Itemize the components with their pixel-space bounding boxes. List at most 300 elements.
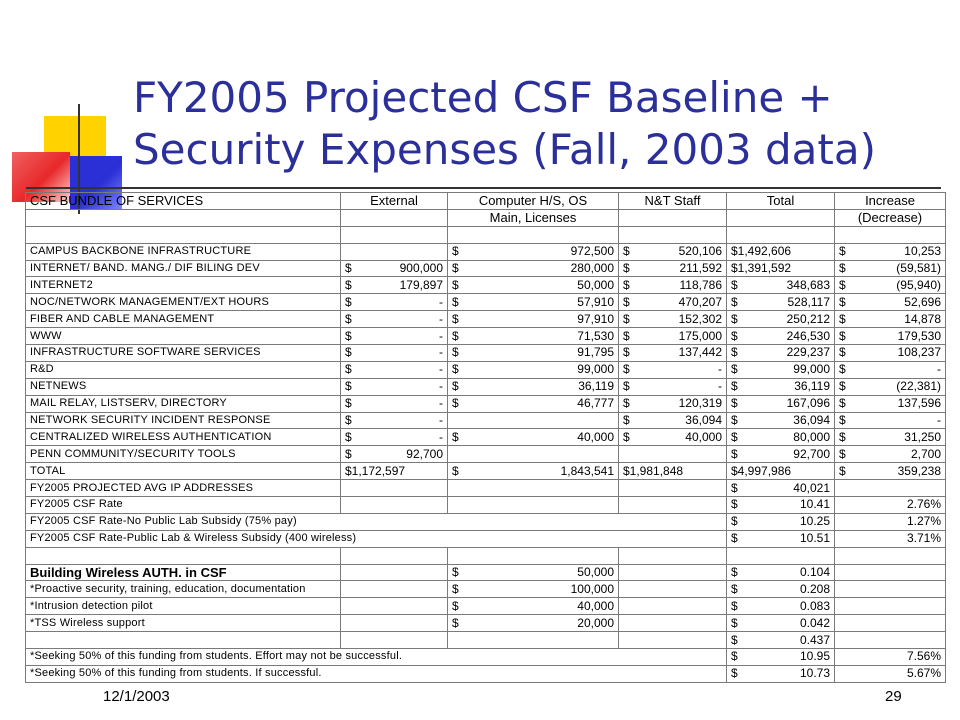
- table-cell: [341, 328, 448, 345]
- cell-amount: 71,530: [577, 328, 614, 343]
- currency-symbol: $: [731, 480, 738, 495]
- table-cell: [448, 345, 619, 362]
- currency-symbol: $: [731, 514, 738, 529]
- table-cell: [835, 311, 946, 328]
- table-cell: [341, 429, 448, 446]
- table-row: [26, 547, 946, 564]
- table-row: [26, 463, 946, 480]
- cell-amount: 118,786: [679, 277, 722, 292]
- cell-amount: (59,581): [896, 261, 941, 275]
- table-cell: [619, 361, 727, 378]
- table-cell: [448, 615, 619, 632]
- deco-horizontal-line: [26, 187, 941, 189]
- currency-symbol: $: [345, 379, 352, 394]
- currency-symbol: $: [839, 446, 846, 461]
- table-cell: [341, 260, 448, 277]
- cell-amount: 137,442: [678, 345, 722, 360]
- row-label: CENTRALIZED WIRELESS AUTHENTICATION: [26, 429, 341, 446]
- row-label: FY2005 CSF Rate: [26, 497, 341, 514]
- table-cell: [619, 277, 727, 294]
- header-cell: Main, Licenses: [448, 209, 619, 226]
- header-cell: [341, 209, 448, 226]
- table-cell: [448, 564, 619, 581]
- table-cell: [727, 328, 835, 345]
- table-cell: [619, 294, 727, 311]
- currency-symbol: $: [839, 413, 846, 428]
- row-label: *Proactive security, training, education, documentation: [26, 581, 341, 598]
- currency-symbol: $: [731, 396, 738, 411]
- currency-symbol: $: [731, 666, 738, 681]
- table-cell: [341, 615, 448, 632]
- table-cell: [448, 497, 619, 514]
- table-cell: [341, 345, 448, 362]
- table-cell: [341, 480, 448, 497]
- table-cell: 2.76%: [835, 497, 946, 514]
- cell-amount: -: [718, 379, 722, 394]
- table-cell: [835, 564, 946, 581]
- header-cell: Increase: [835, 193, 946, 210]
- cell-amount: 10.41: [799, 497, 830, 512]
- table-cell: [727, 497, 835, 514]
- cell-amount: 0.104: [799, 565, 830, 580]
- table-cell: [341, 632, 448, 649]
- table-cell: [341, 598, 448, 615]
- cell-amount: 152,302: [678, 311, 722, 326]
- currency-symbol: $: [452, 244, 459, 259]
- table-cell: [341, 277, 448, 294]
- table-cell: [448, 226, 619, 243]
- table-header-row: [26, 193, 946, 210]
- row-label: *Seeking 50% of this funding from students. Effort may not be successful.: [26, 649, 727, 666]
- currency-symbol: $: [452, 362, 459, 377]
- table-row: [26, 294, 946, 311]
- table-row: [26, 598, 946, 615]
- table-cell: [835, 547, 946, 564]
- csf-expense-table: [25, 192, 946, 683]
- currency-symbol: $: [839, 294, 846, 309]
- header-cell: External: [341, 193, 448, 210]
- table-cell: 1.27%: [835, 513, 946, 530]
- table-cell: [835, 328, 946, 345]
- table-cell: $1,492,606: [727, 243, 835, 260]
- currency-symbol: $: [452, 429, 459, 444]
- currency-symbol: $: [839, 463, 846, 478]
- currency-symbol: $: [623, 379, 630, 394]
- table-cell: [727, 429, 835, 446]
- header-cell: [26, 209, 341, 226]
- table-cell: [619, 429, 727, 446]
- table-cell: [341, 378, 448, 395]
- table-cell: $1,391,592: [727, 260, 835, 277]
- table-row: [26, 311, 946, 328]
- table-cell: [727, 530, 835, 547]
- cell-amount: 36,094: [685, 413, 722, 428]
- table-row: [26, 649, 946, 666]
- cell-amount: 92,700: [793, 446, 830, 461]
- currency-symbol: $: [345, 362, 352, 377]
- table-cell: [727, 513, 835, 530]
- currency-symbol: $: [345, 294, 352, 309]
- table-cell: [835, 463, 946, 480]
- currency-symbol: $: [731, 277, 738, 292]
- cell-amount: 14,878: [904, 311, 941, 326]
- table-cell: [835, 615, 946, 632]
- table-row: [26, 361, 946, 378]
- cell-amount: 0.042: [799, 615, 830, 630]
- table-row: [26, 497, 946, 514]
- table-cell: [727, 480, 835, 497]
- cell-amount: 36,094: [793, 413, 830, 428]
- cell-amount: 167,096: [786, 396, 830, 411]
- cell-amount: 229,237: [786, 345, 830, 360]
- header-cell: N&T Staff: [619, 193, 727, 210]
- table-row: [26, 378, 946, 395]
- table-row: [26, 277, 946, 294]
- currency-symbol: $: [623, 429, 630, 444]
- cell-amount: (22,381): [896, 379, 941, 394]
- table-header-row: [26, 209, 946, 226]
- table-cell: [619, 395, 727, 412]
- currency-symbol: $: [623, 261, 630, 275]
- currency-symbol: $: [345, 446, 352, 461]
- cell-amount: (95,940): [896, 277, 941, 292]
- table-cell: [619, 378, 727, 395]
- cell-amount: 50,000: [577, 565, 614, 580]
- table-cell: [341, 226, 448, 243]
- table-cell: [448, 378, 619, 395]
- table-row: [26, 429, 946, 446]
- table-cell: [448, 260, 619, 277]
- table-cell: [727, 226, 835, 243]
- row-label: NETWORK SECURITY INCIDENT RESPONSE: [26, 412, 341, 429]
- row-label: INTERNET2: [26, 277, 341, 294]
- table-cell: [835, 226, 946, 243]
- row-label: [26, 632, 341, 649]
- table-cell: [727, 547, 835, 564]
- table-cell: [619, 412, 727, 429]
- cell-amount: 31,250: [904, 429, 941, 444]
- currency-symbol: $: [345, 328, 352, 343]
- table-cell: $1,981,848: [619, 463, 727, 480]
- currency-symbol: $: [345, 345, 352, 360]
- cell-amount: 280,000: [570, 261, 614, 275]
- currency-symbol: $: [452, 598, 459, 613]
- table-cell: [727, 665, 835, 682]
- cell-amount: -: [439, 396, 443, 411]
- table-row: [26, 412, 946, 429]
- currency-symbol: $: [731, 446, 738, 461]
- table-cell: [835, 480, 946, 497]
- table-cell: [727, 649, 835, 666]
- table-cell: [448, 361, 619, 378]
- table-cell: [341, 311, 448, 328]
- table-cell: [727, 598, 835, 615]
- currency-symbol: $: [731, 345, 738, 360]
- cell-amount: 137,596: [897, 396, 941, 411]
- cell-amount: -: [439, 345, 443, 360]
- table-cell: [448, 412, 619, 429]
- cell-amount: 250,212: [786, 311, 830, 326]
- table-row: [26, 581, 946, 598]
- row-label: FY2005 CSF Rate-Public Lab & Wireless Subsidy (400 wireless): [26, 530, 727, 547]
- cell-amount: -: [439, 362, 443, 377]
- currency-symbol: $: [731, 581, 738, 596]
- table-cell: [448, 463, 619, 480]
- currency-symbol: $: [452, 615, 459, 630]
- currency-symbol: $: [731, 632, 738, 647]
- table-cell: [727, 311, 835, 328]
- header-cell: [619, 209, 727, 226]
- cell-amount: 97,910: [577, 311, 614, 326]
- header-cell: (Decrease): [835, 209, 946, 226]
- table-cell: [727, 378, 835, 395]
- table-cell: [341, 497, 448, 514]
- table-cell: [727, 581, 835, 598]
- table-row: [26, 395, 946, 412]
- currency-symbol: $: [345, 396, 352, 411]
- currency-symbol: $: [623, 328, 630, 343]
- table-cell: [448, 311, 619, 328]
- row-label: R&D: [26, 361, 341, 378]
- table-cell: [727, 361, 835, 378]
- table-row: [26, 513, 946, 530]
- table-cell: [835, 277, 946, 294]
- table-cell: [835, 345, 946, 362]
- currency-symbol: $: [623, 311, 630, 326]
- cell-amount: 359,238: [897, 463, 941, 478]
- cell-amount: 40,000: [577, 429, 614, 444]
- table-cell: [448, 277, 619, 294]
- currency-symbol: $: [731, 328, 738, 343]
- cell-amount: 99,000: [577, 362, 614, 377]
- table-cell: [341, 395, 448, 412]
- row-label: INFRASTRUCTURE SOFTWARE SERVICES: [26, 345, 341, 362]
- table-row: [26, 564, 946, 581]
- row-label: CAMPUS BACKBONE INFRASTRUCTURE: [26, 243, 341, 260]
- cell-amount: 40,021: [793, 480, 830, 495]
- cell-amount: 246,530: [786, 328, 830, 343]
- cell-amount: 470,207: [678, 294, 722, 309]
- row-label: *Seeking 50% of this funding from students. If successful.: [26, 665, 727, 682]
- table-row: [26, 328, 946, 345]
- table-cell: [448, 395, 619, 412]
- row-label: FY2005 PROJECTED AVG IP ADDRESSES: [26, 480, 341, 497]
- cell-amount: 0.083: [799, 598, 830, 613]
- currency-symbol: $: [731, 429, 738, 444]
- cell-amount: 900,000: [399, 261, 443, 275]
- cell-amount: 0.208: [799, 581, 830, 596]
- row-label: INTERNET/ BAND. MANG./ DIF BILING DEV: [26, 260, 341, 277]
- table-cell: [727, 294, 835, 311]
- table-row: [26, 345, 946, 362]
- table-cell: [835, 446, 946, 463]
- cell-amount: -: [439, 294, 443, 309]
- currency-symbol: $: [731, 615, 738, 630]
- row-label: WWW: [26, 328, 341, 345]
- footer-date: 12/1/2003: [103, 688, 170, 705]
- currency-symbol: $: [623, 244, 630, 259]
- row-label: FY2005 CSF Rate-No Public Lab Subsidy (75% pay): [26, 513, 727, 530]
- cell-amount: -: [439, 413, 443, 428]
- table-cell: [727, 632, 835, 649]
- currency-symbol: $: [839, 311, 846, 326]
- table-cell: [341, 243, 448, 260]
- currency-symbol: $: [839, 345, 846, 360]
- table-cell: [619, 547, 727, 564]
- cell-amount: -: [718, 362, 722, 377]
- cell-amount: 108,237: [897, 345, 941, 360]
- cell-amount: 100,000: [570, 581, 614, 596]
- cell-amount: 46,777: [577, 396, 614, 411]
- row-label: NETNEWS: [26, 378, 341, 395]
- table-row: [26, 446, 946, 463]
- cell-amount: 92,700: [406, 446, 443, 461]
- table-cell: 3.71%: [835, 530, 946, 547]
- row-label: *Intrusion detection pilot: [26, 598, 341, 615]
- table-cell: [619, 328, 727, 345]
- currency-symbol: $: [731, 565, 738, 580]
- currency-symbol: $: [731, 598, 738, 613]
- cell-amount: 10.95: [799, 649, 830, 664]
- table-cell: [727, 345, 835, 362]
- table-cell: [341, 294, 448, 311]
- table-row: [26, 260, 946, 277]
- currency-symbol: $: [839, 379, 846, 394]
- currency-symbol: $: [839, 328, 846, 343]
- currency-symbol: $: [731, 531, 738, 546]
- table-cell: [619, 632, 727, 649]
- currency-symbol: $: [731, 497, 738, 512]
- table-cell: 5.67%: [835, 665, 946, 682]
- table-cell: [727, 412, 835, 429]
- currency-symbol: $: [623, 277, 630, 292]
- cell-amount: 2,700: [910, 446, 941, 461]
- table-cell: [619, 598, 727, 615]
- slide-title: [133, 72, 933, 176]
- cell-amount: 99,000: [793, 362, 830, 377]
- cell-amount: 972,500: [570, 244, 614, 259]
- table-row: [26, 665, 946, 682]
- currency-symbol: $: [345, 311, 352, 326]
- slide-title-line-2: Security Expenses (Fall, 2003 data): [133, 125, 876, 174]
- cell-amount: 36,119: [578, 379, 614, 394]
- currency-symbol: $: [452, 294, 459, 309]
- cell-amount: 211,592: [679, 261, 722, 275]
- table-cell: [835, 361, 946, 378]
- currency-symbol: $: [452, 581, 459, 596]
- currency-symbol: $: [452, 345, 459, 360]
- table-cell: [727, 395, 835, 412]
- currency-symbol: $: [452, 463, 459, 478]
- currency-symbol: $: [345, 261, 352, 275]
- table-cell: [448, 429, 619, 446]
- table-cell: [727, 564, 835, 581]
- cell-amount: 175,000: [678, 328, 722, 343]
- table-cell: [448, 480, 619, 497]
- cell-amount: 1,843,541: [560, 463, 614, 478]
- table-cell: [448, 328, 619, 345]
- row-label: *TSS Wireless support: [26, 615, 341, 632]
- table-cell: [619, 260, 727, 277]
- table-cell: [619, 226, 727, 243]
- currency-symbol: $: [452, 379, 459, 394]
- table-cell: [619, 497, 727, 514]
- currency-symbol: $: [731, 311, 738, 326]
- table-row: [26, 243, 946, 260]
- header-cell: [727, 209, 835, 226]
- currency-symbol: $: [452, 328, 459, 343]
- currency-symbol: $: [731, 362, 738, 377]
- table-cell: [835, 429, 946, 446]
- header-cell: Total: [727, 193, 835, 210]
- cell-amount: 179,530: [897, 328, 941, 343]
- header-cell: Computer H/S, OS: [448, 193, 619, 210]
- cell-amount: 36,119: [794, 379, 830, 394]
- table-row: [26, 632, 946, 649]
- header-cell: CSF BUNDLE OF SERVICES: [26, 193, 341, 210]
- currency-symbol: $: [452, 277, 459, 292]
- table-cell: [835, 632, 946, 649]
- row-label: MAIL RELAY, LISTSERV, DIRECTORY: [26, 395, 341, 412]
- slide-title-line-1: FY2005 Projected CSF Baseline +: [133, 73, 833, 122]
- table-cell: [619, 615, 727, 632]
- currency-symbol: $: [731, 379, 738, 394]
- table-cell: [341, 412, 448, 429]
- currency-symbol: $: [345, 429, 352, 444]
- table-cell: $1,172,597: [341, 463, 448, 480]
- currency-symbol: $: [731, 649, 738, 664]
- table-cell: 7.56%: [835, 649, 946, 666]
- cell-amount: 50,000: [577, 277, 614, 292]
- table-cell: [341, 361, 448, 378]
- table-cell: [448, 446, 619, 463]
- csf-expense-table-body: [26, 193, 946, 683]
- cell-amount: 40,000: [577, 598, 614, 613]
- cell-amount: 348,683: [786, 277, 830, 292]
- table-cell: [341, 446, 448, 463]
- table-cell: [835, 581, 946, 598]
- row-label: TOTAL: [26, 463, 341, 480]
- row-label: [26, 226, 341, 243]
- table-cell: [835, 260, 946, 277]
- currency-symbol: $: [623, 345, 630, 360]
- table-cell: [835, 378, 946, 395]
- currency-symbol: $: [623, 413, 630, 428]
- currency-symbol: $: [839, 277, 846, 292]
- footer-page-number: 29: [885, 688, 902, 705]
- table-cell: [448, 294, 619, 311]
- currency-symbol: $: [345, 277, 352, 292]
- table-row: [26, 480, 946, 497]
- table-cell: [727, 615, 835, 632]
- currency-symbol: $: [452, 396, 459, 411]
- table-cell: [727, 446, 835, 463]
- currency-symbol: $: [839, 362, 846, 377]
- table-cell: [619, 480, 727, 497]
- cell-amount: 10,253: [904, 244, 941, 259]
- row-label: Building Wireless AUTH. in CSF: [26, 564, 341, 581]
- row-label: [26, 547, 341, 564]
- table-cell: [619, 311, 727, 328]
- currency-symbol: $: [623, 362, 630, 377]
- row-label: NOC/NETWORK MANAGEMENT/EXT HOURS: [26, 294, 341, 311]
- currency-symbol: $: [452, 261, 459, 275]
- row-label: FIBER AND CABLE MANAGEMENT: [26, 311, 341, 328]
- cell-amount: -: [439, 379, 443, 394]
- currency-symbol: $: [452, 311, 459, 326]
- cell-amount: 120,319: [678, 396, 722, 411]
- table-cell: [835, 598, 946, 615]
